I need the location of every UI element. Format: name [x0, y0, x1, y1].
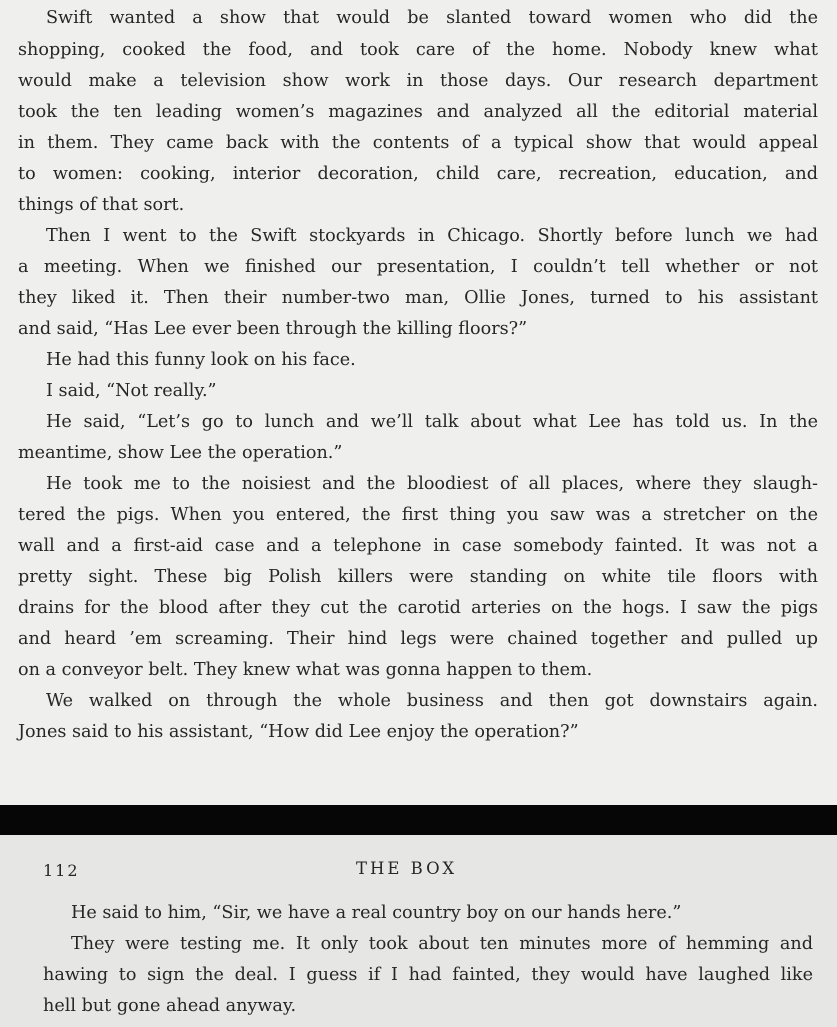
- text-line: in them. They came back with the contents of a typical show that would appeal: [18, 133, 818, 153]
- text-line: They were testing me. It only took about ten minutes more of hemming and: [71, 934, 813, 954]
- text-line: drains for the blood after they cut the carotid arteries on the hogs. I saw the pigs: [18, 598, 818, 618]
- text-line: hell but gone ahead anyway.: [43, 996, 297, 1016]
- text-line: to women: cooking, interior decoration, child care, recreation, education, and: [18, 164, 818, 184]
- text-line: We walked on through the whole business and then got downstairs again.: [46, 691, 818, 711]
- text-line: wall and a first-aid case and a telephone in case somebody fainted. It was not a: [18, 536, 818, 556]
- text-line: He said to him, “Sir, we have a real country boy on our hands here.”: [71, 903, 682, 923]
- text-line: a meeting. When we finished our presentation, I couldn’t tell whether or not: [18, 257, 818, 277]
- text-line: He took me to the noisiest and the bloodiest of all places, where they slaugh-: [46, 474, 818, 494]
- text-line: on a conveyor belt. They knew what was gonna happen to them.: [18, 660, 593, 680]
- text-line: things of that sort.: [18, 195, 185, 215]
- text-line: He said, “Let’s go to lunch and we’ll talk about what Lee has told us. In the: [46, 412, 818, 432]
- text-line: and heard ’em screaming. Their hind legs were chained together and pulled up: [18, 629, 818, 649]
- lower-page: [0, 835, 837, 1027]
- running-head: THE BOX: [356, 859, 458, 878]
- text-line: shopping, cooked the food, and took care of the home. Nobody knew what: [18, 40, 818, 60]
- page-number: 112: [43, 861, 80, 880]
- text-line: meantime, show Lee the operation.”: [18, 443, 343, 463]
- text-line: Then I went to the Swift stockyards in Chicago. Shortly before lunch we had: [46, 226, 818, 246]
- text-line: Jones said to his assistant, “How did Lee enjoy the operation?”: [18, 722, 579, 742]
- text-line: they liked it. Then their number-two man, Ollie Jones, turned to his assistant: [18, 288, 818, 308]
- text-line: took the ten leading women’s magazines and analyzed all the editorial material: [18, 102, 818, 122]
- text-line: and said, “Has Lee ever been through the killing floors?”: [18, 319, 528, 339]
- text-line: would make a television show work in those days. Our research department: [18, 71, 818, 91]
- page-divider: [0, 805, 837, 835]
- text-line: tered the pigs. When you entered, the first thing you saw was a stretcher on the: [18, 505, 818, 525]
- text-line: pretty sight. These big Polish killers were standing on white tile floors with: [18, 567, 818, 587]
- text-line: hawing to sign the deal. I guess if I had fainted, they would have laughed like: [43, 965, 813, 985]
- text-line: He had this funny look on his face.: [46, 350, 356, 370]
- text-line: I said, “Not really.”: [46, 381, 217, 401]
- text-line: Swift wanted a show that would be slanted toward women who did the: [46, 8, 818, 28]
